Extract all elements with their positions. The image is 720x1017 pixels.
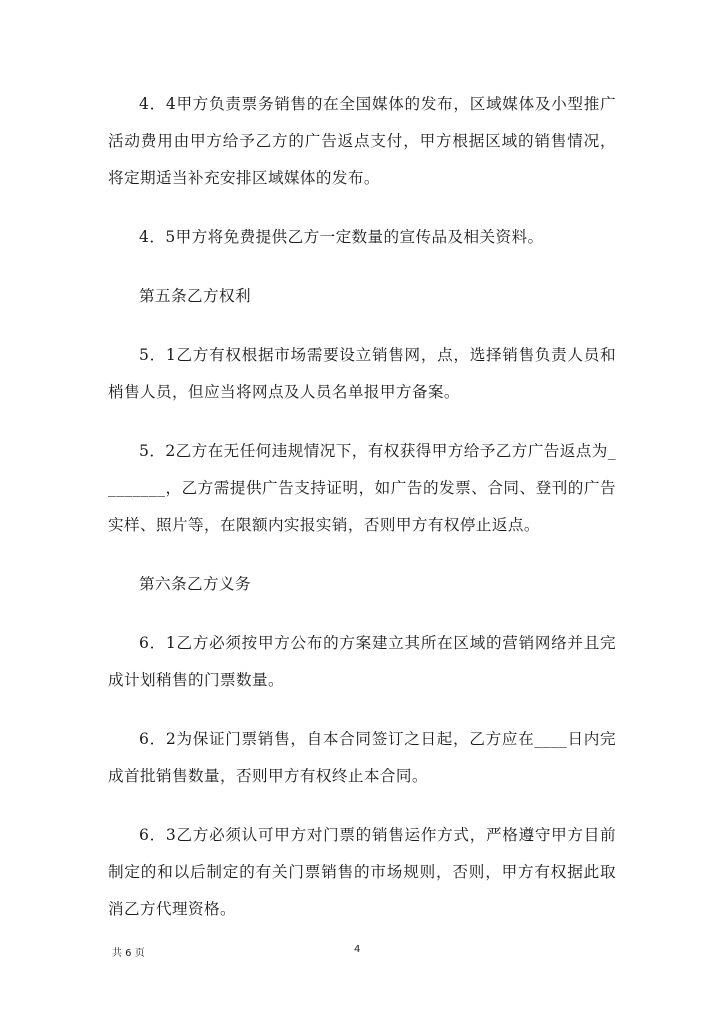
- clause-5-2: 5．2乙方在无任何违规情况下，有权获得甲方给予乙方广告返点为________，乙方需提供广告支持证明，如广告的发票、合同、登刊的广告实样、照片等，在限额内实报实销，否则甲方有权停止返点。: [108, 442, 616, 534]
- clause-6-2: 6．2为保证门票销售，自本合同签订之日起，乙方应在____日内完成首批销售数量，否则甲方有权终止本合同。: [108, 730, 616, 785]
- clause-6-3: 6．3乙方必须认可甲方对门票的销售运作方式，严格遵守甲方目前制定的和以后制定的有关门票销售的市场规则，否则，甲方有权据此取消乙方代理资格。: [108, 826, 616, 918]
- total-pages-label: 共 6 页: [112, 948, 145, 959]
- clause-6-1: 6．1乙方必须按甲方公布的方案建立其所在区域的营销网络并且完成计划稍售的门票数量。: [108, 634, 616, 689]
- page-footer: [0, 944, 720, 960]
- clause-4-5: 4．5甲方将免费提供乙方一定数量的宣传品及相关资料。: [139, 228, 544, 246]
- article-6-heading: 第六条乙方义务: [139, 575, 251, 593]
- page-number: 4: [354, 944, 361, 955]
- clause-5-1: 5．1乙方有权根据市场需要设立销售网，点，选择销售负责人员和梢售人员，但应当将网点及人员名单报甲方备案。: [108, 346, 616, 401]
- document-body: [108, 86, 616, 950]
- article-5-heading: 第五条乙方权利: [139, 287, 251, 305]
- clause-4-4: 4．4甲方负责票务销售的在全国媒体的发布，区域媒体及小型推广活动费用由甲方给予乙方的广告返点支付，甲方根据区域的销售情况，将定期适当补充安排区域媒体的发布。: [108, 95, 616, 187]
